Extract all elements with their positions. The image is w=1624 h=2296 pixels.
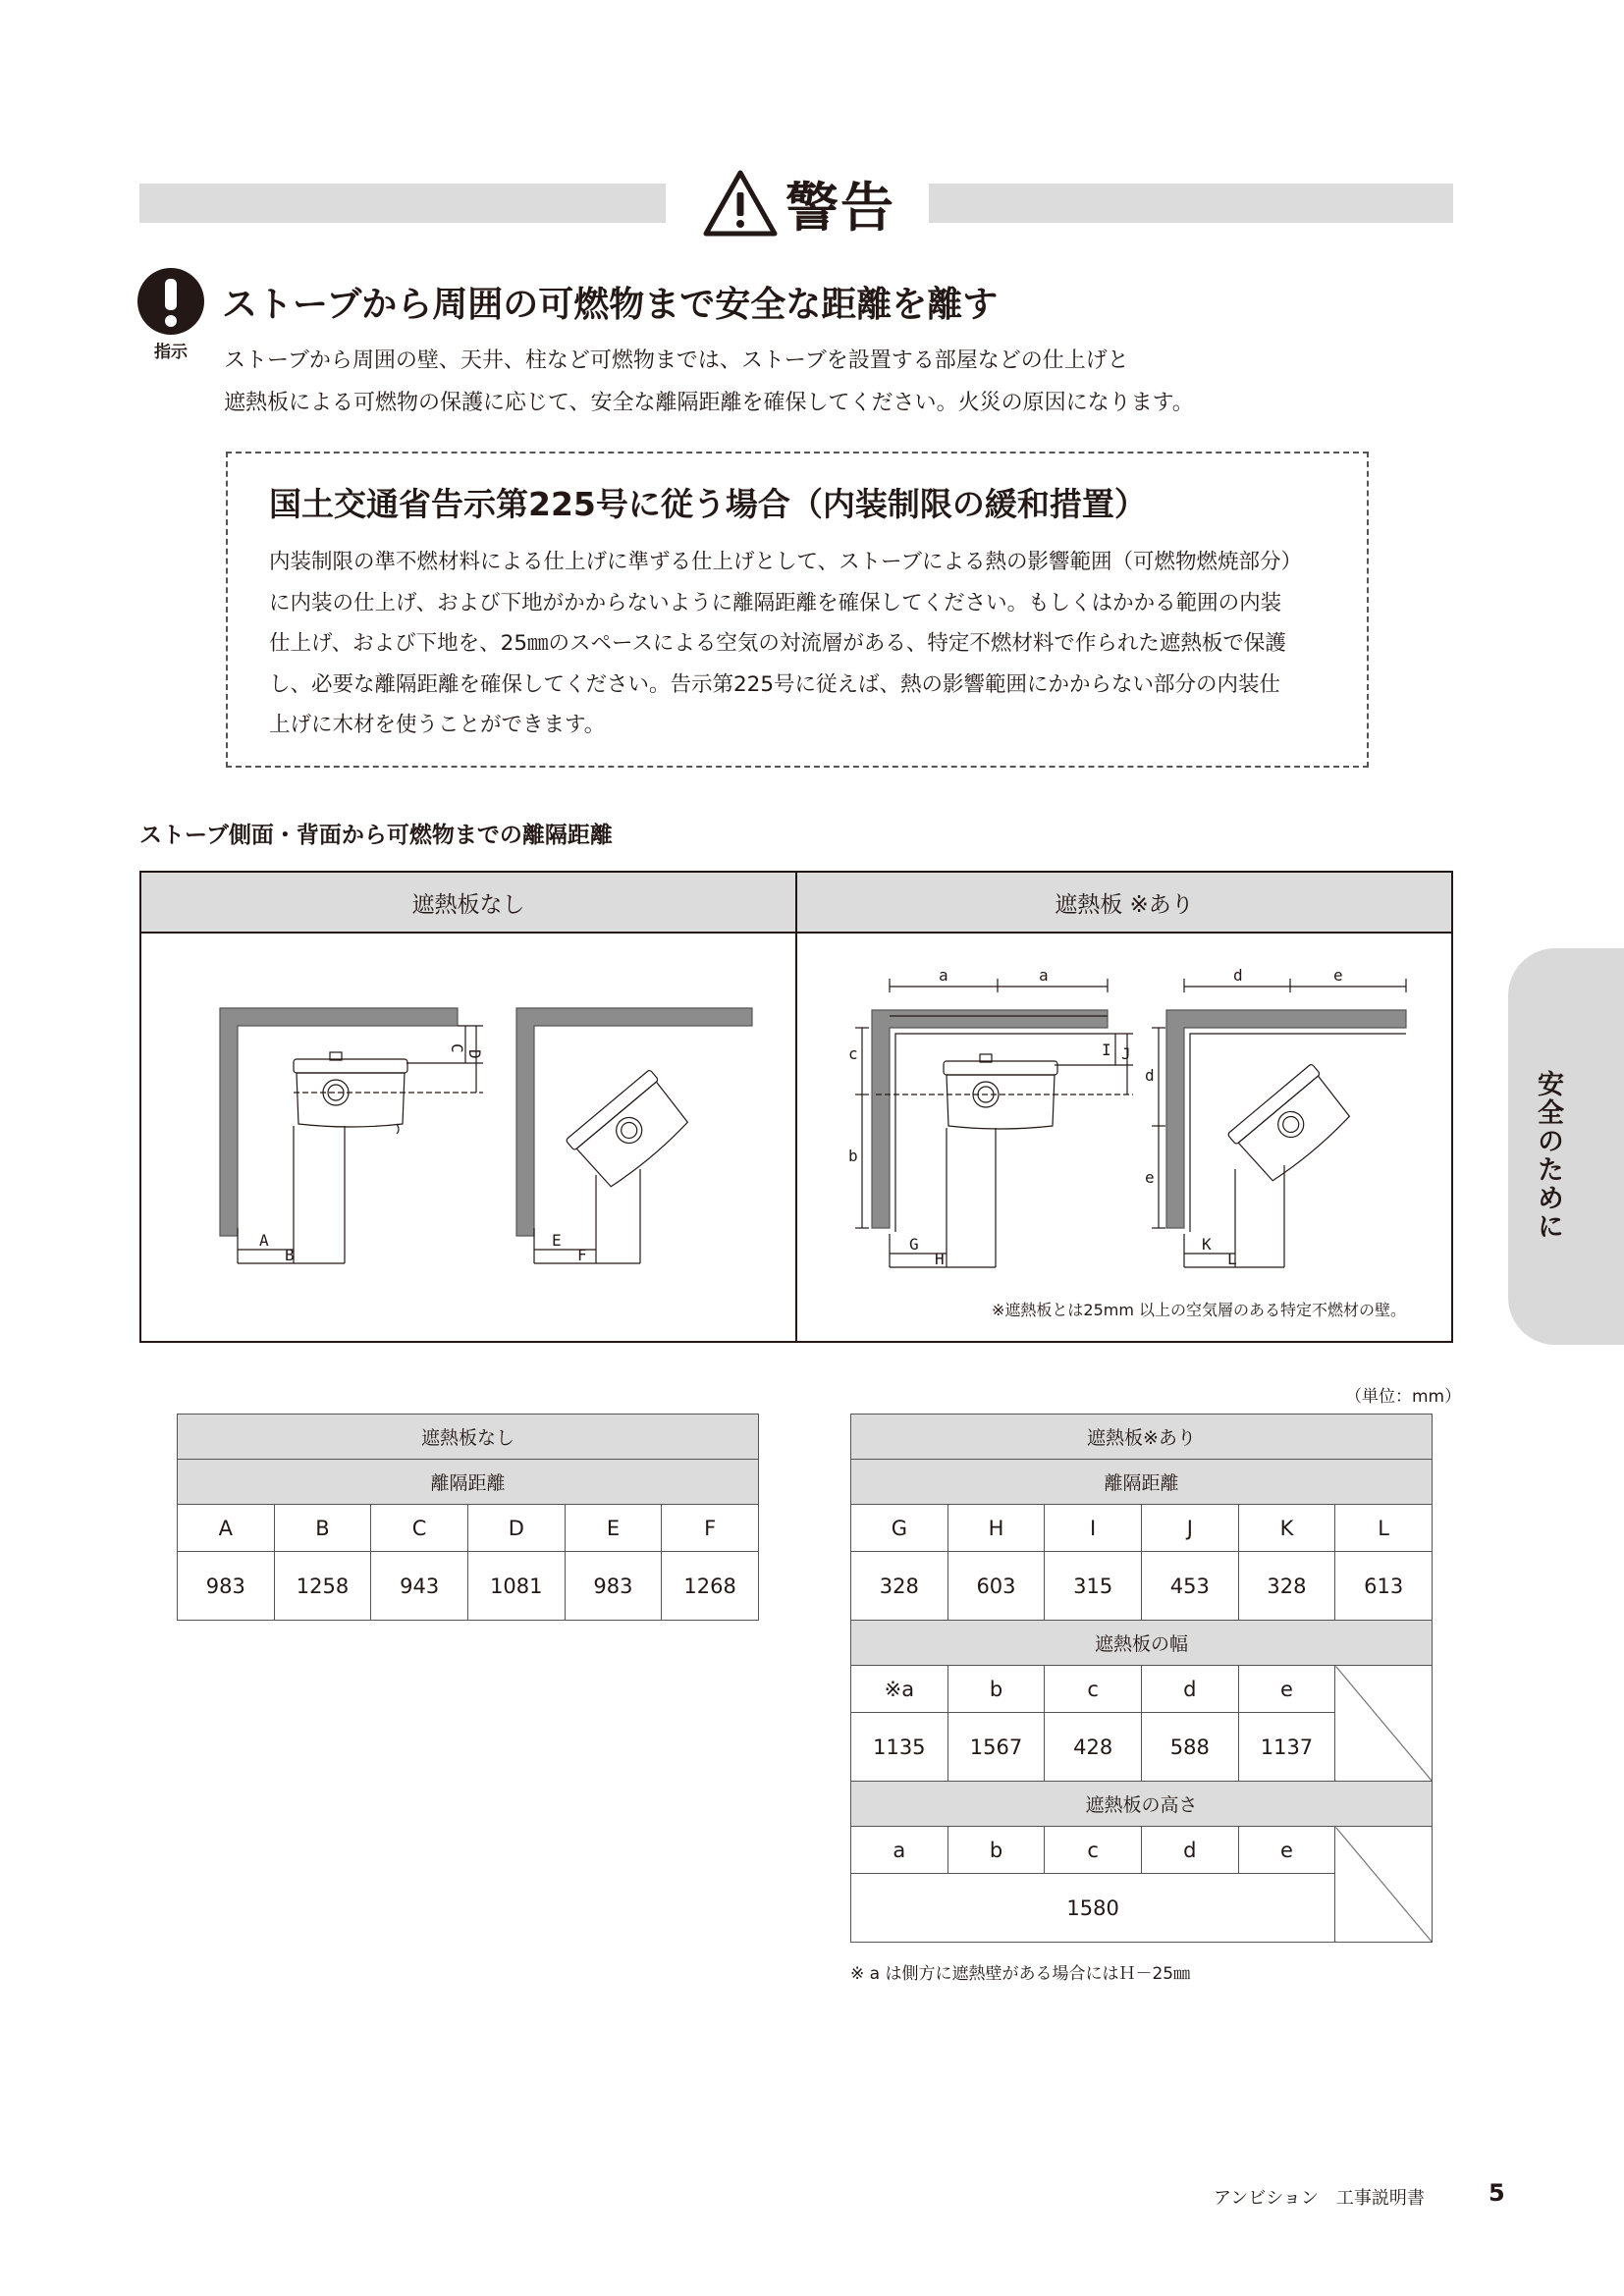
table-header-cell: J	[1141, 1505, 1238, 1552]
dim-label-d: d	[1233, 966, 1243, 985]
stove-front-drawing	[944, 1054, 1057, 1129]
dim-label-d: d	[1145, 1066, 1155, 1085]
notice-line: 上げに木材を使うことができます。	[269, 713, 606, 737]
table-value-cell: 983	[565, 1552, 662, 1621]
warning-heading	[703, 159, 919, 247]
dim-label-e: e	[1145, 1168, 1155, 1187]
table-header-cell: C	[371, 1505, 468, 1552]
table-header-cell: G	[851, 1505, 948, 1552]
dim-label-J: J	[1121, 1044, 1131, 1063]
notice-line: に内装の仕上げ、および下地がかからないように離隔距離を確保してください。もしくはかかる範囲の内装	[269, 590, 1282, 615]
stove-angled-drawing	[1227, 1063, 1355, 1186]
table-header-cell: D	[467, 1505, 565, 1552]
table-value-cell: 1137	[1238, 1713, 1335, 1782]
clearance-table-with-shield	[850, 1414, 1433, 1943]
instruction-title: ストーブから周囲の可燃物まで安全な距離を離す	[222, 285, 999, 325]
dim-label-H: H	[935, 1250, 945, 1268]
warning-title: 警告	[785, 176, 895, 239]
dim-label-G: G	[909, 1235, 919, 1254]
diagram-drawing	[141, 934, 1451, 1341]
dim-label-e: e	[1333, 966, 1343, 985]
dim-label-c: c	[848, 1044, 858, 1063]
table-value-cell: 453	[1141, 1552, 1238, 1621]
table-header-cell: b	[947, 1666, 1045, 1713]
instruction-line: ストーブから周囲の壁、天井、柱など可燃物までは、ストーブを設置する部屋などの仕上げと	[224, 348, 1129, 373]
table-header-cell: K	[1238, 1505, 1335, 1552]
table-title: 遮熱板なし	[178, 1415, 759, 1460]
table-value-cell: 603	[947, 1552, 1045, 1621]
table-header-cell: c	[1045, 1827, 1142, 1874]
section-tab-label: 安全のために	[1533, 1070, 1563, 1241]
table-value-cell: 943	[371, 1552, 468, 1621]
table-value-cell: 1580	[851, 1874, 1335, 1943]
table-header-cell: B	[274, 1505, 371, 1552]
table-header-cell: ※a	[851, 1666, 948, 1713]
dim-label-I: I	[1102, 1041, 1111, 1059]
table-header-cell: b	[947, 1827, 1045, 1874]
table-header-cell: c	[1045, 1666, 1142, 1713]
table-header-cell: H	[947, 1505, 1045, 1552]
instruction-line: 遮熱板による可燃物の保護に応じて、安全な離隔距離を確保してください。火災の原因になります。	[224, 391, 1194, 415]
table-header-cell: e	[1238, 1827, 1335, 1874]
dim-label-F: F	[577, 1246, 587, 1264]
shield-height-title: 遮熱板の高さ	[851, 1782, 1433, 1827]
table-subtitle: 離隔距離	[178, 1460, 759, 1505]
dim-label-a: a	[1039, 966, 1049, 985]
table-header-cell: d	[1141, 1827, 1238, 1874]
table-header-cell: L	[1335, 1505, 1433, 1552]
diagram-header-with-shield: 遮熱板 ※あり	[797, 873, 1451, 934]
diagram-note: ※遮熱板とは25mm 以上の空気層のある特定不燃材の壁。	[992, 1301, 1407, 1319]
table-subtitle: 離隔距離	[851, 1460, 1433, 1505]
dim-label-a: a	[939, 966, 948, 985]
table-value-cell: 1567	[947, 1713, 1045, 1782]
empty-diagonal-cell	[1335, 1666, 1433, 1782]
table-value-cell: 1268	[662, 1552, 759, 1621]
exclamation-circle-icon	[136, 267, 205, 336]
shield-width-title: 遮熱板の幅	[851, 1621, 1433, 1666]
clearance-diagram	[139, 871, 1453, 1343]
warning-triangle-icon	[703, 169, 778, 238]
dim-label-b: b	[848, 1147, 858, 1165]
table-header-cell: I	[1045, 1505, 1142, 1552]
page-number: 5	[1489, 2179, 1505, 2207]
table-footnote: ※ a は側方に遮熱壁がある場合にはＨ－25㎜	[850, 1964, 1191, 1984]
dim-label-B: B	[285, 1246, 295, 1264]
wall-corner	[1166, 1010, 1406, 1228]
table-value-cell: 588	[1141, 1713, 1238, 1782]
empty-diagonal-cell	[1335, 1827, 1433, 1943]
notice-box	[226, 452, 1369, 768]
table-header-cell: E	[565, 1505, 662, 1552]
dim-label-K: K	[1202, 1235, 1212, 1254]
table-value-cell: 983	[178, 1552, 275, 1621]
document-title: アンビション 工事説明書	[1214, 2188, 1425, 2209]
table-header-cell: A	[178, 1505, 275, 1552]
wall-corner	[220, 1008, 458, 1236]
notice-title: 国土交通省告示第225号に従う場合（内装制限の緩和措置）	[269, 485, 1147, 523]
dim-label-E: E	[552, 1231, 562, 1250]
dim-label-C: C	[448, 1043, 466, 1053]
instruction-label: 指示	[154, 343, 188, 362]
table-value-cell: 328	[851, 1552, 948, 1621]
table-value-cell: 1258	[274, 1552, 371, 1621]
heat-shield	[895, 1034, 1108, 1232]
unit-label: （単位：mm）	[1345, 1387, 1462, 1407]
instruction-text	[224, 340, 1194, 424]
diagram-heading: ストーブ側面・背面から可燃物までの離隔距離	[139, 823, 613, 848]
table-value-cell: 328	[1238, 1552, 1335, 1621]
notice-body	[269, 542, 1302, 746]
dim-label-L: L	[1227, 1250, 1237, 1268]
table-value-cell: 613	[1335, 1552, 1433, 1621]
table-value-cell: 1081	[467, 1552, 565, 1621]
warning-bar-right	[929, 184, 1453, 223]
table-header-cell: d	[1141, 1666, 1238, 1713]
heat-shield	[1190, 1034, 1406, 1232]
table-header-cell: e	[1238, 1666, 1335, 1713]
wall-corner	[872, 1010, 1108, 1228]
dim-label-D: D	[465, 1049, 484, 1059]
notice-line: し、必要な離隔距離を確保してください。告示第225号に従えば、熱の影響範囲にかからない部分の内装仕	[269, 671, 1281, 697]
stove-angled-drawing	[566, 1069, 693, 1192]
table-value-cell: 1135	[851, 1713, 948, 1782]
warning-bar-left	[139, 184, 666, 223]
clearance-table-no-shield	[177, 1414, 759, 1621]
table-header-cell: F	[662, 1505, 759, 1552]
notice-line: 内装制限の準不燃材料による仕上げに準ずる仕上げとして、ストーブによる熱の影響範囲（可燃物燃焼部分）	[269, 550, 1303, 574]
diagram-header-no-shield: 遮熱板なし	[141, 873, 795, 934]
table-header-cell: a	[851, 1827, 948, 1874]
table-title: 遮熱板※あり	[851, 1415, 1433, 1460]
dim-label-A: A	[259, 1231, 269, 1250]
wall-corner	[516, 1008, 752, 1236]
table-value-cell: 315	[1045, 1552, 1142, 1621]
notice-line: 仕上げ、および下地を、25㎜のスペースによる空気の対流層がある、特定不燃材料で作られた遮熱板で保護	[269, 631, 1286, 656]
table-value-cell: 428	[1045, 1713, 1142, 1782]
